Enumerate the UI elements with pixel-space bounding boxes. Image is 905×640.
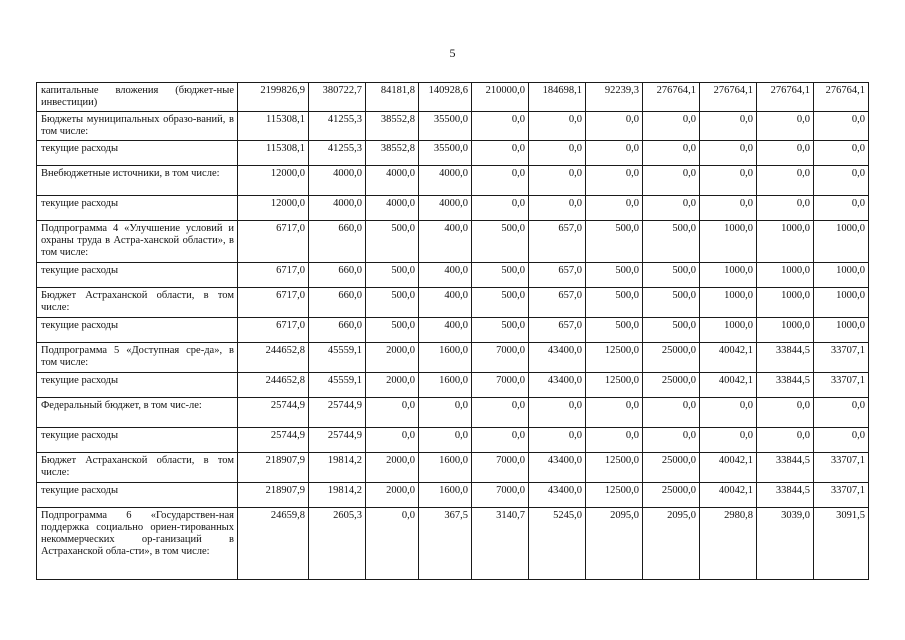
- value-cell: 0,0: [419, 428, 472, 453]
- value-cell: 4000,0: [419, 196, 472, 221]
- value-cell: 3140,7: [472, 508, 529, 580]
- table-row: [37, 288, 869, 318]
- value-cell: 0,0: [643, 196, 700, 221]
- table-row: [37, 263, 869, 288]
- value-cell: 25744,9: [309, 398, 366, 428]
- value-cell: 0,0: [529, 196, 586, 221]
- value-cell: 0,0: [643, 112, 700, 141]
- value-cell: 0,0: [472, 141, 529, 166]
- row-label: Бюджет Астраханской области, в том числе:: [37, 288, 238, 318]
- page-number: 5: [449, 46, 456, 60]
- value-cell: 276764,1: [643, 83, 700, 112]
- value-cell: 660,0: [309, 221, 366, 263]
- value-cell: 1000,0: [700, 263, 757, 288]
- value-cell: 6717,0: [238, 221, 309, 263]
- value-cell: 380722,7: [309, 83, 366, 112]
- value-cell: 12500,0: [586, 343, 643, 373]
- row-label: Бюджет Астраханской области, в том числе:: [37, 453, 238, 483]
- value-cell: 0,0: [814, 428, 869, 453]
- value-cell: 84181,8: [366, 83, 419, 112]
- value-cell: 40042,1: [700, 343, 757, 373]
- value-cell: 19814,2: [309, 483, 366, 508]
- row-label: текущие расходы: [37, 196, 238, 221]
- value-cell: 367,5: [419, 508, 472, 580]
- value-cell: 0,0: [366, 398, 419, 428]
- value-cell: 0,0: [700, 428, 757, 453]
- value-cell: 25744,9: [309, 428, 366, 453]
- value-cell: 40042,1: [700, 453, 757, 483]
- value-cell: 4000,0: [419, 166, 472, 196]
- value-cell: 500,0: [472, 288, 529, 318]
- table-row: [37, 428, 869, 453]
- value-cell: 660,0: [309, 318, 366, 343]
- value-cell: 6717,0: [238, 318, 309, 343]
- value-cell: 0,0: [586, 112, 643, 141]
- value-cell: 500,0: [586, 318, 643, 343]
- value-cell: 7000,0: [472, 453, 529, 483]
- row-label: капитальные вложения (бюджет-ные инвестиции): [37, 83, 238, 112]
- value-cell: 45559,1: [309, 373, 366, 398]
- value-cell: 33707,1: [814, 343, 869, 373]
- value-cell: 0,0: [643, 141, 700, 166]
- value-cell: 25744,9: [238, 398, 309, 428]
- value-cell: 0,0: [472, 112, 529, 141]
- value-cell: 500,0: [472, 318, 529, 343]
- value-cell: 0,0: [757, 428, 814, 453]
- budget-table: [36, 82, 869, 580]
- value-cell: 43400,0: [529, 453, 586, 483]
- value-cell: 12500,0: [586, 373, 643, 398]
- value-cell: 0,0: [529, 141, 586, 166]
- value-cell: 244652,8: [238, 343, 309, 373]
- row-label: Внебюджетные источники, в том числе:: [37, 166, 238, 196]
- value-cell: 12000,0: [238, 196, 309, 221]
- value-cell: 0,0: [472, 196, 529, 221]
- value-cell: 25744,9: [238, 428, 309, 453]
- value-cell: 33844,5: [757, 373, 814, 398]
- row-label: текущие расходы: [37, 428, 238, 453]
- table-row: [37, 221, 869, 263]
- value-cell: 500,0: [643, 318, 700, 343]
- value-cell: 115308,1: [238, 112, 309, 141]
- row-label: Подпрограмма 4 «Улучшение условий и охраны труда в Астра-ханской области», в том числе:: [37, 221, 238, 263]
- value-cell: 1600,0: [419, 373, 472, 398]
- value-cell: 0,0: [700, 112, 757, 141]
- value-cell: 12500,0: [586, 483, 643, 508]
- table-row: [37, 141, 869, 166]
- value-cell: 35500,0: [419, 141, 472, 166]
- value-cell: 500,0: [643, 288, 700, 318]
- value-cell: 6717,0: [238, 263, 309, 288]
- value-cell: 276764,1: [700, 83, 757, 112]
- value-cell: 0,0: [757, 141, 814, 166]
- value-cell: 210000,0: [472, 83, 529, 112]
- value-cell: 2199826,9: [238, 83, 309, 112]
- value-cell: 0,0: [529, 398, 586, 428]
- value-cell: 35500,0: [419, 112, 472, 141]
- row-label: текущие расходы: [37, 483, 238, 508]
- value-cell: 25000,0: [643, 373, 700, 398]
- value-cell: 660,0: [309, 288, 366, 318]
- value-cell: 1000,0: [814, 221, 869, 263]
- value-cell: 4000,0: [366, 166, 419, 196]
- value-cell: 40042,1: [700, 373, 757, 398]
- row-label: текущие расходы: [37, 318, 238, 343]
- value-cell: 0,0: [700, 166, 757, 196]
- value-cell: 2605,3: [309, 508, 366, 580]
- value-cell: 0,0: [814, 196, 869, 221]
- value-cell: 0,0: [757, 112, 814, 141]
- value-cell: 2000,0: [366, 483, 419, 508]
- value-cell: 41255,3: [309, 141, 366, 166]
- value-cell: 140928,6: [419, 83, 472, 112]
- value-cell: 2000,0: [366, 453, 419, 483]
- row-label: Бюджеты муниципальных образо-ваний, в том числе:: [37, 112, 238, 141]
- value-cell: 0,0: [586, 428, 643, 453]
- value-cell: 115308,1: [238, 141, 309, 166]
- value-cell: 276764,1: [814, 83, 869, 112]
- value-cell: 33707,1: [814, 373, 869, 398]
- value-cell: 0,0: [529, 112, 586, 141]
- value-cell: 25000,0: [643, 343, 700, 373]
- value-cell: 0,0: [643, 398, 700, 428]
- value-cell: 0,0: [366, 508, 419, 580]
- value-cell: 1000,0: [757, 221, 814, 263]
- value-cell: 400,0: [419, 318, 472, 343]
- value-cell: 657,0: [529, 318, 586, 343]
- value-cell: 500,0: [586, 221, 643, 263]
- table-row: [37, 398, 869, 428]
- value-cell: 2095,0: [586, 508, 643, 580]
- value-cell: 25000,0: [643, 483, 700, 508]
- value-cell: 0,0: [586, 196, 643, 221]
- table-row: [37, 166, 869, 196]
- value-cell: 244652,8: [238, 373, 309, 398]
- table-row: [37, 483, 869, 508]
- value-cell: 33707,1: [814, 483, 869, 508]
- value-cell: 218907,9: [238, 453, 309, 483]
- value-cell: 0,0: [700, 196, 757, 221]
- value-cell: 500,0: [586, 263, 643, 288]
- value-cell: 0,0: [700, 398, 757, 428]
- value-cell: 1000,0: [757, 263, 814, 288]
- value-cell: 3091,5: [814, 508, 869, 580]
- row-label: текущие расходы: [37, 263, 238, 288]
- value-cell: 0,0: [757, 166, 814, 196]
- value-cell: 0,0: [529, 428, 586, 453]
- value-cell: 5245,0: [529, 508, 586, 580]
- value-cell: 0,0: [472, 166, 529, 196]
- value-cell: 0,0: [529, 166, 586, 196]
- value-cell: 92239,3: [586, 83, 643, 112]
- value-cell: 218907,9: [238, 483, 309, 508]
- value-cell: 0,0: [814, 112, 869, 141]
- value-cell: 1000,0: [757, 318, 814, 343]
- value-cell: 500,0: [366, 263, 419, 288]
- value-cell: 500,0: [366, 318, 419, 343]
- value-cell: 0,0: [814, 398, 869, 428]
- value-cell: 1000,0: [700, 318, 757, 343]
- table-row: [37, 112, 869, 141]
- table-row: [37, 373, 869, 398]
- value-cell: 12000,0: [238, 166, 309, 196]
- value-cell: 25000,0: [643, 453, 700, 483]
- value-cell: 1000,0: [814, 263, 869, 288]
- value-cell: 3039,0: [757, 508, 814, 580]
- value-cell: 41255,3: [309, 112, 366, 141]
- value-cell: 38552,8: [366, 141, 419, 166]
- table-row: [37, 453, 869, 483]
- table-row: [37, 318, 869, 343]
- value-cell: 24659,8: [238, 508, 309, 580]
- value-cell: 45559,1: [309, 343, 366, 373]
- value-cell: 500,0: [586, 288, 643, 318]
- value-cell: 0,0: [472, 428, 529, 453]
- value-cell: 0,0: [586, 141, 643, 166]
- table-row: [37, 83, 869, 112]
- table-row: [37, 508, 869, 580]
- value-cell: 500,0: [366, 221, 419, 263]
- value-cell: 500,0: [643, 263, 700, 288]
- value-cell: 400,0: [419, 221, 472, 263]
- value-cell: 184698,1: [529, 83, 586, 112]
- value-cell: 2000,0: [366, 373, 419, 398]
- value-cell: 43400,0: [529, 483, 586, 508]
- value-cell: 1600,0: [419, 453, 472, 483]
- value-cell: 1000,0: [757, 288, 814, 318]
- value-cell: 7000,0: [472, 343, 529, 373]
- row-label: Подпрограмма 5 «Доступная сре-да», в том числе:: [37, 343, 238, 373]
- value-cell: 33844,5: [757, 483, 814, 508]
- value-cell: 500,0: [643, 221, 700, 263]
- value-cell: 33844,5: [757, 453, 814, 483]
- value-cell: 1600,0: [419, 483, 472, 508]
- row-label: текущие расходы: [37, 373, 238, 398]
- value-cell: 4000,0: [309, 166, 366, 196]
- value-cell: 0,0: [700, 141, 757, 166]
- value-cell: 0,0: [814, 141, 869, 166]
- value-cell: 657,0: [529, 221, 586, 263]
- table-row: [37, 196, 869, 221]
- value-cell: 2095,0: [643, 508, 700, 580]
- value-cell: 40042,1: [700, 483, 757, 508]
- value-cell: 7000,0: [472, 373, 529, 398]
- value-cell: 4000,0: [309, 196, 366, 221]
- value-cell: 657,0: [529, 263, 586, 288]
- value-cell: 400,0: [419, 288, 472, 318]
- value-cell: 43400,0: [529, 343, 586, 373]
- value-cell: 33844,5: [757, 343, 814, 373]
- value-cell: 4000,0: [366, 196, 419, 221]
- value-cell: 38552,8: [366, 112, 419, 141]
- value-cell: 0,0: [757, 196, 814, 221]
- value-cell: 500,0: [366, 288, 419, 318]
- value-cell: 7000,0: [472, 483, 529, 508]
- value-cell: 0,0: [643, 166, 700, 196]
- value-cell: 400,0: [419, 263, 472, 288]
- value-cell: 12500,0: [586, 453, 643, 483]
- value-cell: 0,0: [419, 398, 472, 428]
- row-label: Федеральный бюджет, в том чис-ле:: [37, 398, 238, 428]
- value-cell: 1000,0: [814, 318, 869, 343]
- value-cell: 6717,0: [238, 288, 309, 318]
- value-cell: 43400,0: [529, 373, 586, 398]
- value-cell: 2980,8: [700, 508, 757, 580]
- value-cell: 657,0: [529, 288, 586, 318]
- value-cell: 33707,1: [814, 453, 869, 483]
- value-cell: 0,0: [586, 398, 643, 428]
- value-cell: 0,0: [472, 398, 529, 428]
- table-row: [37, 343, 869, 373]
- value-cell: 500,0: [472, 221, 529, 263]
- value-cell: 0,0: [757, 398, 814, 428]
- value-cell: 1000,0: [814, 288, 869, 318]
- value-cell: 0,0: [586, 166, 643, 196]
- row-label: Подпрограмма 6 «Государствен-ная поддержка социально ориен-тированных некоммерческих ор-ганизаций в Астраханской обла-сти», в том числе:: [37, 508, 238, 580]
- value-cell: 660,0: [309, 263, 366, 288]
- value-cell: 0,0: [814, 166, 869, 196]
- value-cell: 1600,0: [419, 343, 472, 373]
- value-cell: 19814,2: [309, 453, 366, 483]
- value-cell: 0,0: [643, 428, 700, 453]
- value-cell: 1000,0: [700, 288, 757, 318]
- value-cell: 1000,0: [700, 221, 757, 263]
- value-cell: 500,0: [472, 263, 529, 288]
- row-label: текущие расходы: [37, 141, 238, 166]
- value-cell: 2000,0: [366, 343, 419, 373]
- value-cell: 276764,1: [757, 83, 814, 112]
- value-cell: 0,0: [366, 428, 419, 453]
